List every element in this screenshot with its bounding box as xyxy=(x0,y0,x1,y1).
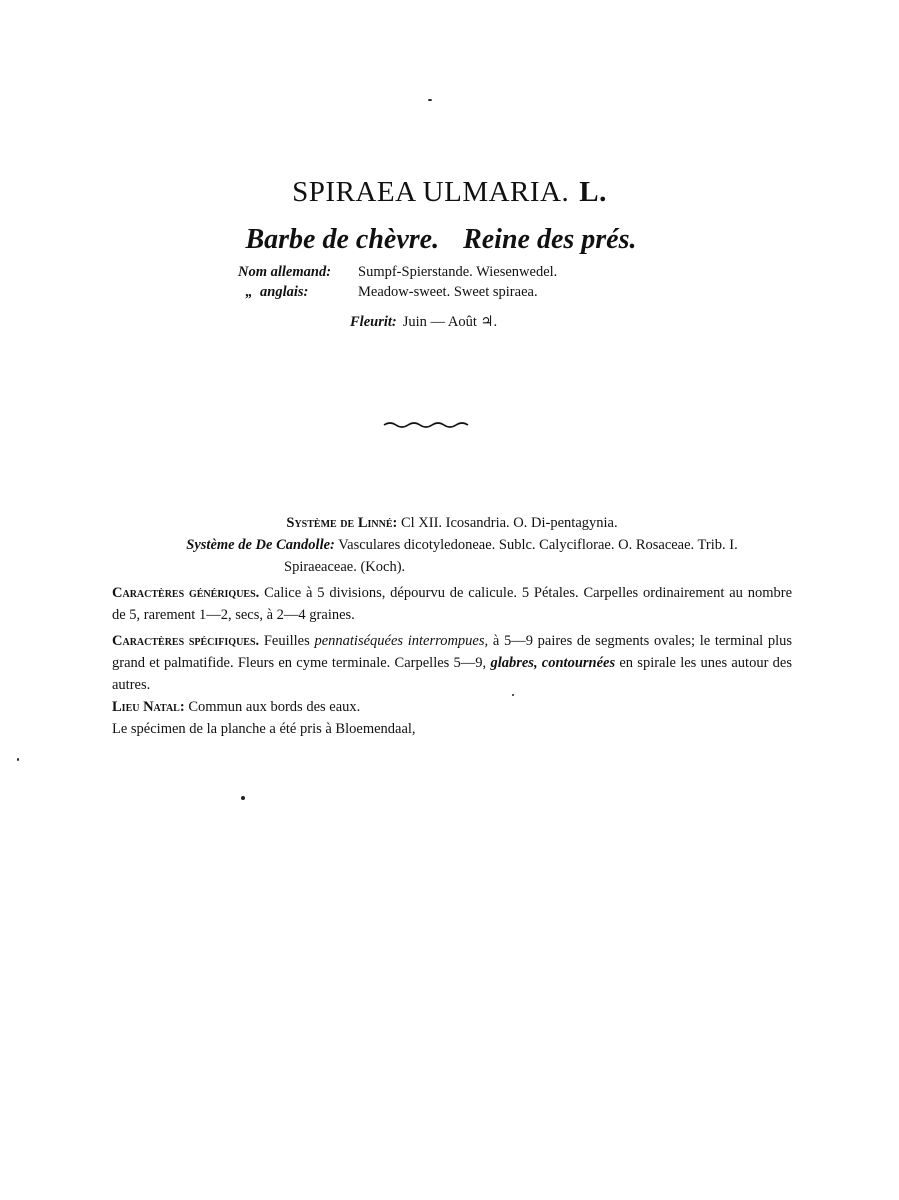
common-name-2: Reine des prés. xyxy=(463,224,637,255)
english-label: anglais: xyxy=(260,284,309,300)
generic-label: Caractères génériques. xyxy=(112,585,260,601)
specimen-note xyxy=(112,718,792,740)
ditto-mark: „ xyxy=(245,284,253,300)
candolle-label: Système de De Candolle: xyxy=(186,537,335,553)
flowering-label: Fleurit: xyxy=(350,314,397,330)
linne-value: Cl XII. Icosandria. O. Di-pentagynia. xyxy=(400,515,618,531)
common-names-french xyxy=(0,224,882,256)
english-name-row xyxy=(238,282,557,302)
specimen-text: Le spécimen de la planche a été pris à Bloemendaal, xyxy=(112,721,416,737)
candolle-value: Vasculares dicotyledoneae. Sublc. Calyciflorae. O. Rosaceae. Trib. I. xyxy=(338,537,738,553)
linne-label: Système de Linné: xyxy=(286,515,398,531)
specific-text-3: en spirale les unes autour des autres. xyxy=(112,655,792,693)
print-speck xyxy=(512,694,514,696)
wavy-divider xyxy=(382,420,472,430)
candolle-line xyxy=(112,534,792,556)
print-speck xyxy=(17,758,19,761)
species-name: SPIRAEA ULMARIA. xyxy=(292,176,570,208)
species-author: L. xyxy=(579,176,607,208)
specific-characters xyxy=(112,630,792,696)
specific-text-1: Feuilles xyxy=(263,633,310,649)
natal-value: Commun aux bords des eaux. xyxy=(188,699,361,715)
species-title xyxy=(0,176,899,209)
common-name-1: Barbe de chèvre. xyxy=(245,224,440,255)
german-value: Sumpf-Spierstande. Wiesenwedel. xyxy=(358,264,558,280)
description-block xyxy=(112,512,792,740)
natal-label: Lieu Natal: xyxy=(112,699,185,715)
flowering-value: Juin — Août ♃. xyxy=(402,314,498,330)
print-speck xyxy=(428,99,432,101)
native-habitat xyxy=(112,696,792,718)
flowering-period xyxy=(350,314,497,331)
specific-italic-2: glabres, contournées xyxy=(490,655,616,671)
candolle-continuation xyxy=(112,556,792,578)
german-label: Nom allemand: xyxy=(238,264,332,280)
specific-text-2: à 5—9 paires de segments ovales; le terminal plus grand et palmatifide. Fleurs en cyme terminale. Carpelles 5—9, xyxy=(112,633,793,671)
german-name-row xyxy=(238,262,557,282)
specific-label: Caractères spécifiques. xyxy=(112,633,260,649)
specific-italic-1: pennatiséquées interrompues, xyxy=(314,633,489,649)
print-speck xyxy=(241,796,245,800)
generic-characters xyxy=(112,582,792,626)
linne-line xyxy=(112,512,792,534)
english-value: Meadow-sweet. Sweet spiraea. xyxy=(358,284,538,300)
generic-value: Calice à 5 divisions, dépourvu de calicule. 5 Pétales. Carpelles ordinairement au nombre de 5, rarement 1—2, secs, à 2—4 graines. xyxy=(112,585,793,623)
vernacular-names xyxy=(238,262,557,302)
candolle-cont: Spiraeaceae. (Koch). xyxy=(284,559,406,575)
